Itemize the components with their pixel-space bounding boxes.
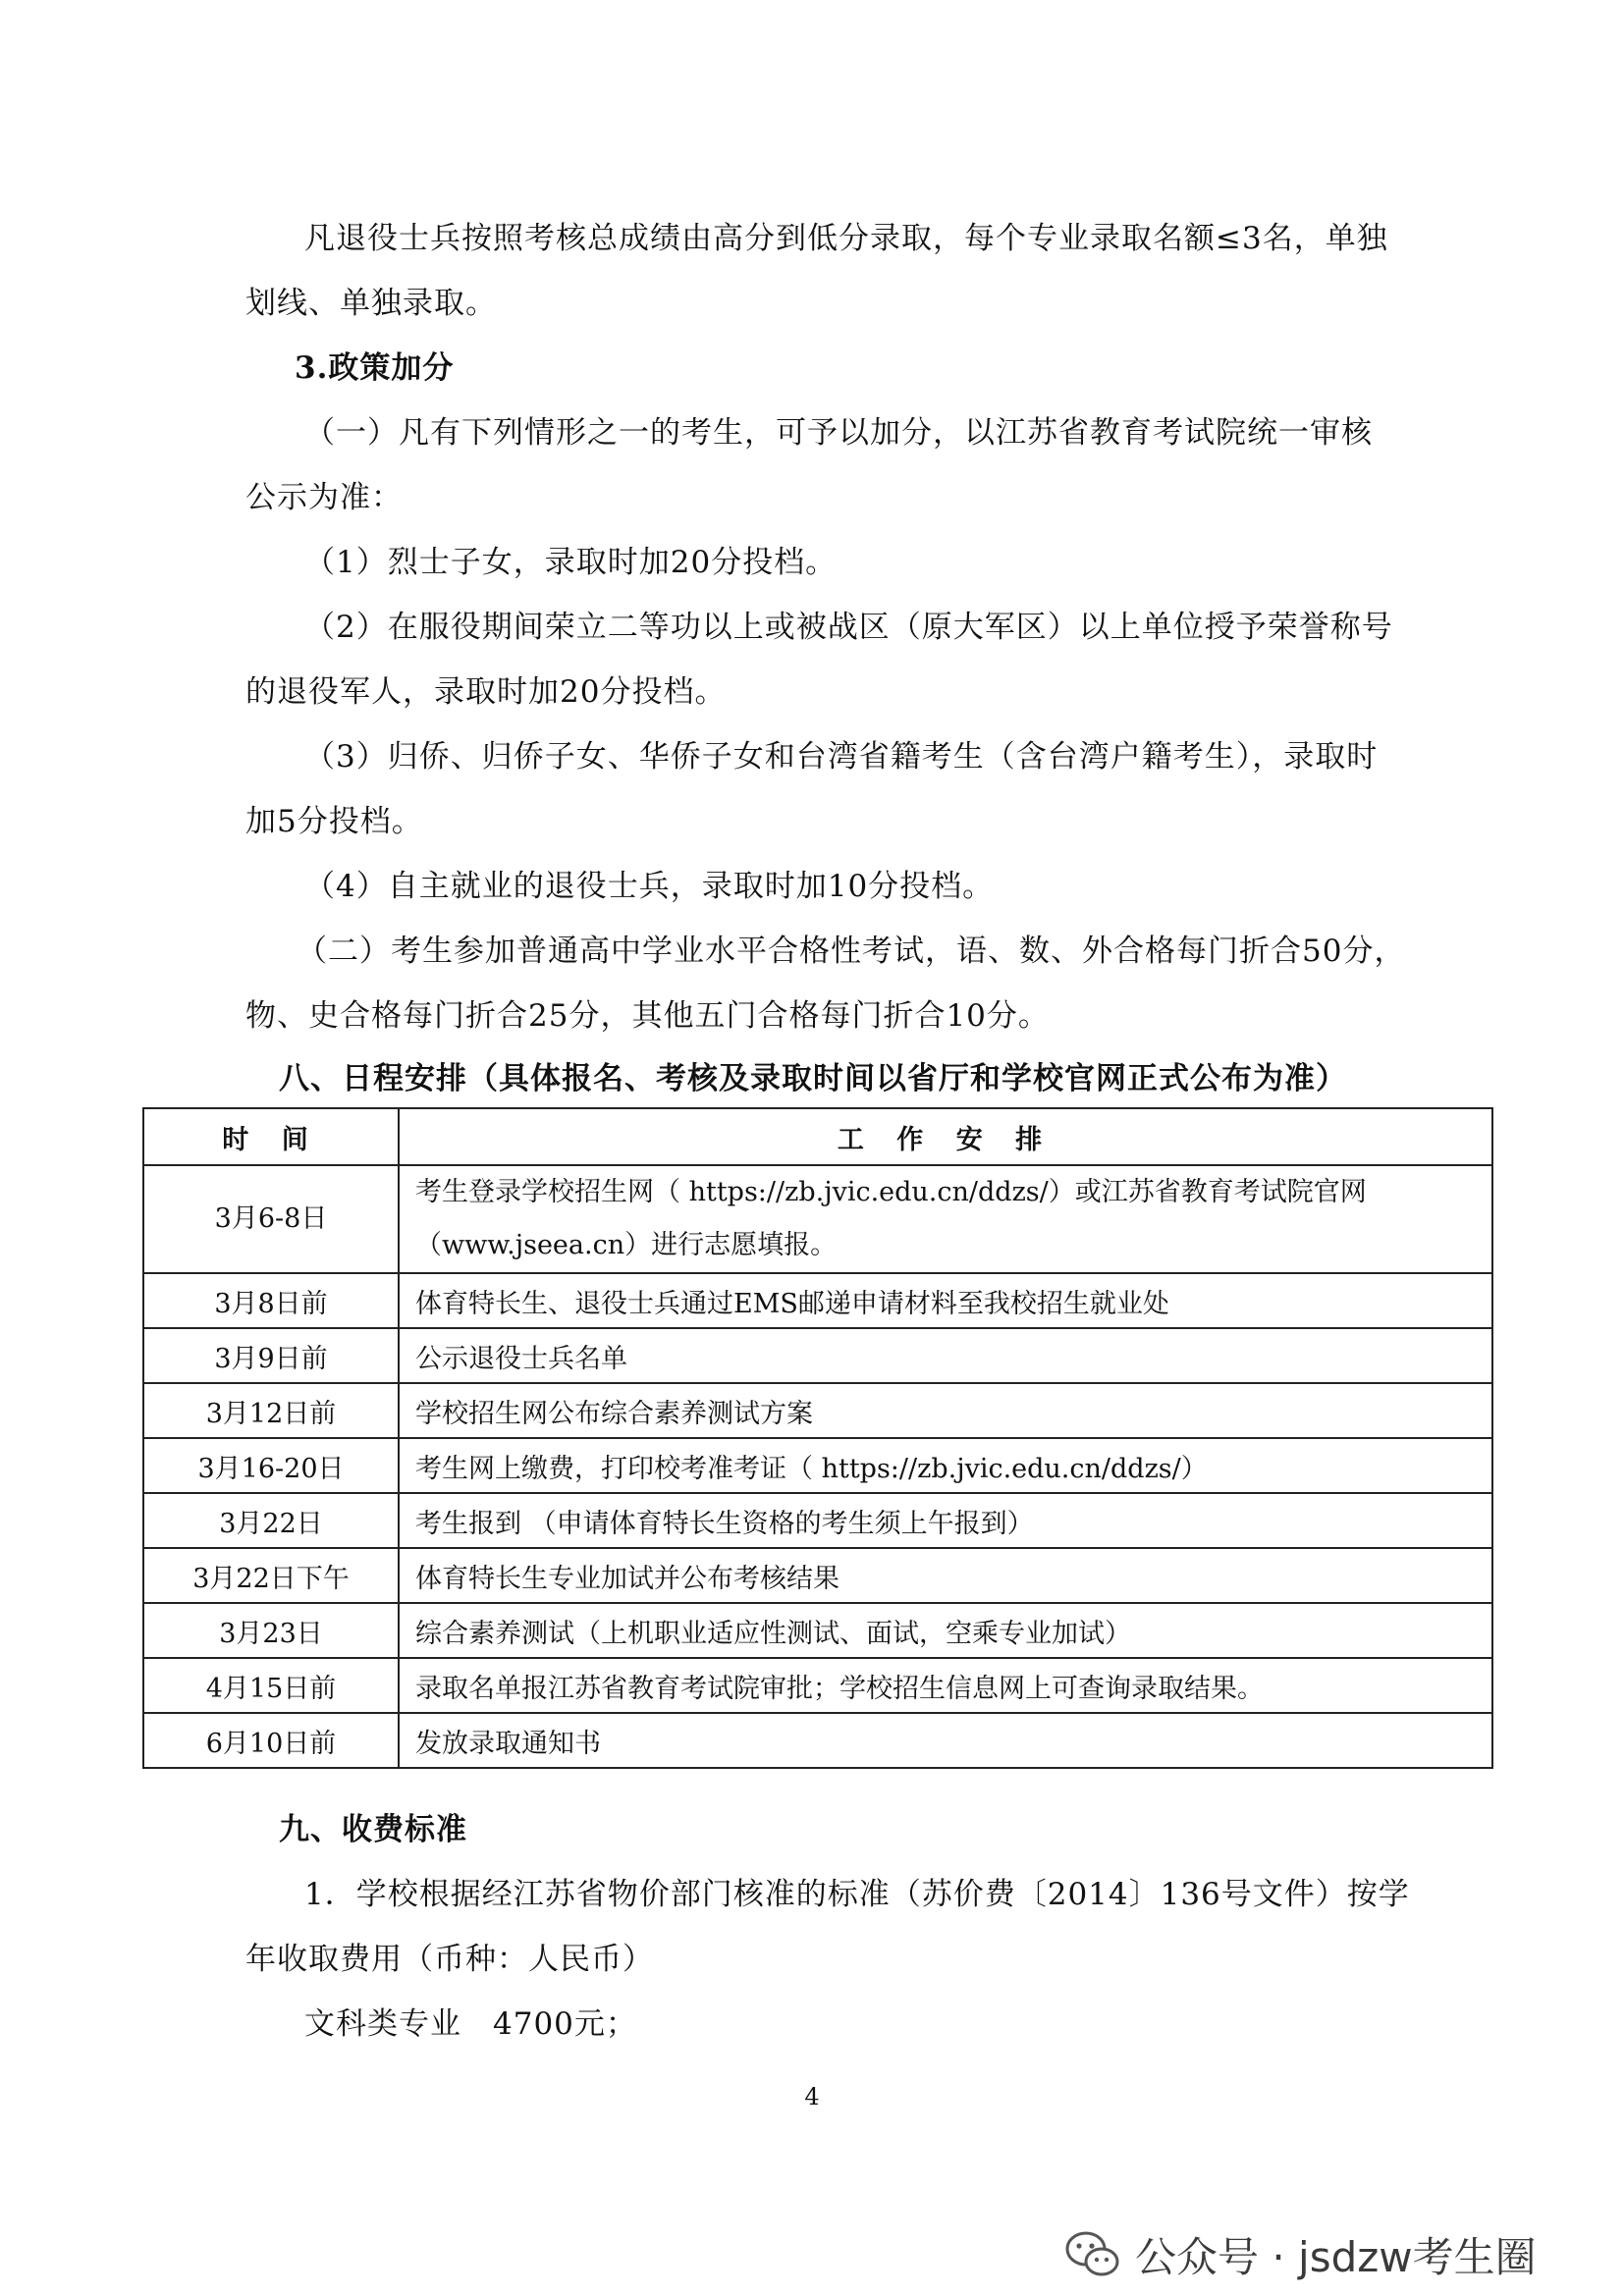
- table-cell-work: 考生报到 （申请体育特长生资格的考生须上午报到）: [399, 1493, 1492, 1548]
- table-cell-time: 3月22日: [143, 1493, 399, 1548]
- table-row: [143, 1165, 1492, 1273]
- table-cell-time: 3月9日前: [143, 1328, 399, 1383]
- table-header-time: 时 间: [143, 1108, 399, 1165]
- table-cell-work: 公示退役士兵名单: [399, 1328, 1492, 1383]
- paragraph-bonus-intro-line1: （一）凡有下列情形之一的考生，可予以加分，以江苏省教育考试院统一审核: [304, 415, 1373, 451]
- table-row: [143, 1328, 1492, 1383]
- paragraph-veteran-admission-line2: 划线、单独录取。: [245, 286, 497, 321]
- bonus-item-1: （1）烈士子女，录取时加20分投档。: [304, 545, 838, 580]
- paragraph-veteran-admission-line1: 凡退役士兵按照考核总成绩由高分到低分录取，每个专业录取名额≤3名，单独: [304, 221, 1388, 256]
- paragraph-academic-test-line1: （二）考生参加普通高中学业水平合格性考试，语、数、外合格每门折合50分，: [297, 934, 1406, 969]
- table-cell-work: 发放录取通知书: [399, 1713, 1492, 1768]
- bonus-item-3-line1: （3）归侨、归侨子女、华侨子女和台湾省籍考生（含台湾户籍考生），录取时: [304, 739, 1379, 774]
- table-cell-time: 3月22日下午: [143, 1548, 399, 1603]
- table-row: [143, 1493, 1492, 1548]
- paragraph-academic-test-line2: 物、史合格每门折合25分，其他五门合格每门折合10分。: [245, 998, 1050, 1034]
- table-cell-time: 3月23日: [143, 1603, 399, 1658]
- table-cell-time: 4月15日前: [143, 1658, 399, 1713]
- table-cell-work: 体育特长生专业加试并公布考核结果: [399, 1548, 1492, 1603]
- table-cell-work: 学校招生网公布综合素养测试方案: [399, 1383, 1492, 1438]
- table-row: [143, 1658, 1492, 1713]
- table-cell-work-line: （www.jseea.cn）进行志愿填报。: [415, 1230, 838, 1260]
- bonus-item-4: （4）自主就业的退役士兵，录取时加10分投档。: [304, 869, 995, 904]
- table-row: [143, 1273, 1492, 1328]
- table-header-row: [143, 1108, 1492, 1165]
- table-cell-time: 3月6-8日: [143, 1165, 399, 1273]
- page-number: 4: [804, 2083, 820, 2110]
- section-heading-policy-bonus: 3.政策加分: [295, 350, 455, 386]
- table-cell-work: 考生网上缴费，打印校考准考证（ https://zb.jvic.edu.cn/ddzs/）: [399, 1438, 1492, 1493]
- table-row: [143, 1383, 1492, 1438]
- section-heading-fees: 九、收费标准: [279, 1812, 467, 1847]
- section-heading-schedule: 八、日程安排（具体报名、考核及录取时间以省厅和学校官网正式公布为准）: [279, 1061, 1347, 1096]
- table-cell-work: 综合素养测试（上机职业适应性测试、面试，空乘专业加试）: [399, 1603, 1492, 1658]
- bonus-item-3-line2: 加5分投档。: [245, 804, 423, 839]
- table-cell-work: 录取名单报江苏省教育考试院审批；学校招生信息网上可查询录取结果。: [399, 1658, 1492, 1713]
- schedule-table: [142, 1107, 1493, 1769]
- table-row: [143, 1603, 1492, 1658]
- paragraph-fee-liberal-arts: 文科类专业 4700元；: [304, 2006, 637, 2042]
- table-cell-time: 3月16-20日: [143, 1438, 399, 1493]
- table-row: [143, 1438, 1492, 1493]
- table-row: [143, 1548, 1492, 1603]
- table-cell-work-line: 考生登录学校招生网（ https://zb.jvic.edu.cn/ddzs/）或江苏省教育考试院官网: [415, 1177, 1367, 1207]
- paragraph-fee-basis-line1: 1．学校根据经江苏省物价部门核准的标准（苏价费〔2014〕136号文件）按学: [304, 1877, 1410, 1912]
- table-cell-time: 6月10日前: [143, 1713, 399, 1768]
- wechat-icon: [1064, 2229, 1121, 2280]
- table-row: [143, 1713, 1492, 1768]
- table-cell-work: [399, 1165, 1492, 1273]
- paragraph-fee-basis-line2: 年收取费用（币种：人民币）: [245, 1942, 654, 1977]
- table-cell-time: 3月8日前: [143, 1273, 399, 1328]
- paragraph-bonus-intro-line2: 公示为准：: [245, 480, 403, 515]
- table-cell-time: 3月12日前: [143, 1383, 399, 1438]
- table-header-work: 工 作 安 排: [399, 1108, 1492, 1165]
- watermark: [1064, 2220, 1537, 2289]
- bonus-item-2-line2: 的退役军人，录取时加20分投档。: [245, 674, 727, 710]
- watermark-text: 公众号 · jsdzw考生圈: [1135, 2233, 1537, 2281]
- bonus-item-2-line1: （2）在服役期间荣立二等功以上或被战区（原大军区）以上单位授予荣誉称号: [304, 610, 1393, 645]
- table-cell-work: 体育特长生、退役士兵通过EMS邮递申请材料至我校招生就业处: [399, 1273, 1492, 1328]
